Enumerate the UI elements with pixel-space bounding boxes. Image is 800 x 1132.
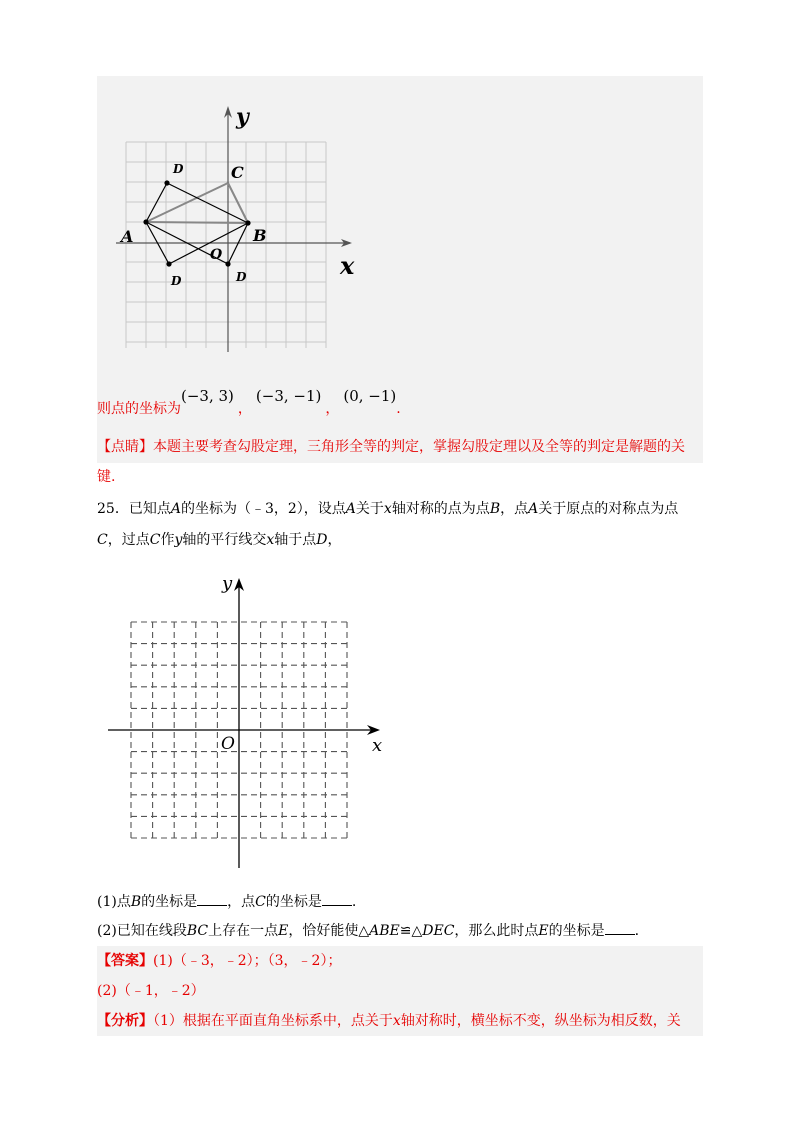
coord-3: (0, −1) — [343, 387, 397, 405]
label-point-d-bottom-right: D — [236, 270, 247, 284]
sub1-end: . — [351, 894, 357, 910]
label-x-1: x — [340, 251, 355, 280]
q25-text: ， — [327, 532, 342, 548]
sub1-var-c: C — [255, 894, 266, 910]
q25-var-c: C — [149, 532, 161, 548]
sub2-end: . — [634, 923, 640, 939]
q25-var-d: D — [316, 532, 328, 548]
answer-line-2 — [97, 981, 205, 1001]
fenxi-line — [97, 1011, 681, 1031]
sub2-var-dec: DEC — [422, 923, 455, 939]
answer-end: . — [396, 401, 401, 417]
sub2-var-bc: BC — [186, 923, 209, 939]
q25-text: 轴于点 — [274, 532, 317, 548]
figure-coordinate-grid-2 — [100, 568, 400, 873]
label-point-a: A — [121, 227, 134, 246]
sub2-text: ，那么此时点 — [454, 923, 539, 939]
sub1-text: 的坐标是 — [265, 894, 322, 910]
sub1-label: (1)点 — [97, 894, 131, 910]
q25-line-2 — [97, 530, 342, 550]
q25-var-b: B — [489, 501, 501, 517]
q25-text: 关于 — [355, 501, 384, 517]
blank-e-coord[interactable] — [605, 920, 635, 935]
fenxi-tag: 【分析】 — [97, 1013, 153, 1029]
sub2-var-e: E — [278, 923, 289, 939]
answer-coordinates-line — [97, 387, 401, 417]
dianjing-text-1: 本题主要考查勾股定理，三角形全等的判定，掌握勾股定理以及全等的判定是解题的关 — [153, 439, 685, 455]
answer-text-2: (2)（﹣1，﹣2） — [97, 983, 205, 999]
sub1-text: ，点 — [227, 894, 256, 910]
q25-var-x: x — [266, 532, 275, 548]
label-point-o: O — [210, 247, 223, 263]
sub1-line — [97, 891, 356, 912]
q25-var-c: C — [97, 532, 108, 548]
triangle-abc — [146, 183, 248, 223]
fenxi-text: 轴对称时，横坐标不变，纵坐标为相反数，关 — [400, 1013, 681, 1029]
label-origin-2: O — [221, 734, 235, 754]
label-x-2: x — [372, 735, 383, 756]
q25-var-x: x — [383, 501, 392, 517]
figure-coordinate-grid-1 — [97, 76, 397, 366]
sub2-label: (2)已知在线段 — [97, 923, 187, 939]
label-point-b: B — [253, 226, 267, 245]
answer-text-1: (1)（﹣3，﹣2）；（3，﹣2）； — [153, 953, 342, 969]
q25-text: 轴的平行线交 — [182, 532, 267, 548]
blank-c-coord[interactable] — [322, 891, 352, 906]
answer-tag: 【答案】 — [97, 953, 153, 969]
sep-2: ， — [325, 401, 340, 417]
q25-text: ，点 — [500, 501, 529, 517]
sub2-text: ≌△ — [399, 923, 423, 939]
q25-line-1 — [97, 499, 678, 519]
sub1-text: 的坐标是 — [141, 894, 198, 910]
sep-1: ， — [237, 401, 252, 417]
q25-text: 的坐标为（﹣3，2），设点 — [180, 501, 346, 517]
dianjing-text-2: 键. — [97, 469, 116, 485]
q25-number: 25． — [97, 501, 129, 517]
sub2-text: ，恰好能使△ — [288, 923, 370, 939]
fenxi-var-x: x — [392, 1013, 401, 1029]
q25-var-a: A — [528, 501, 539, 517]
q25-var-a: A — [170, 501, 181, 517]
sub2-var-abe: ABE — [369, 923, 400, 939]
sub2-line — [97, 920, 639, 941]
sub2-var-e: E — [538, 923, 549, 939]
q25-var-a: A — [345, 501, 356, 517]
dianjing-line-2 — [97, 467, 115, 487]
sub1-var-b: B — [130, 894, 142, 910]
coord-1: (−3, 3) — [181, 387, 234, 405]
label-point-d-top: D — [173, 162, 184, 176]
label-point-c: C — [231, 163, 244, 182]
q25-text: 已知点 — [128, 501, 171, 517]
answer-prefix: 则点的坐标为 — [97, 401, 181, 417]
fenxi-text: （1）根据在平面直角坐标系中，点关于 — [153, 1013, 393, 1029]
dianjing-tag: 【点睛】 — [97, 439, 153, 455]
coord-2: (−3, −1) — [255, 387, 322, 405]
label-y-2: y — [222, 573, 233, 594]
q25-text: 关于原点的对称点为点 — [538, 501, 679, 517]
sub2-text: 上存在一点 — [208, 923, 279, 939]
grid-lines-1 — [126, 142, 326, 348]
q25-text: ，过点 — [107, 532, 150, 548]
q25-text: 作 — [160, 532, 175, 548]
q25-text: 轴对称的点为点 — [391, 501, 490, 517]
blank-b-coord[interactable] — [197, 891, 227, 906]
label-y-1: y — [236, 104, 249, 130]
sub2-text: 的坐标是 — [548, 923, 605, 939]
answer-line-1 — [97, 951, 341, 971]
q25-var-y: y — [174, 532, 183, 548]
label-point-d-bottom-left: D — [171, 274, 182, 288]
dianjing-line-1 — [97, 437, 685, 457]
